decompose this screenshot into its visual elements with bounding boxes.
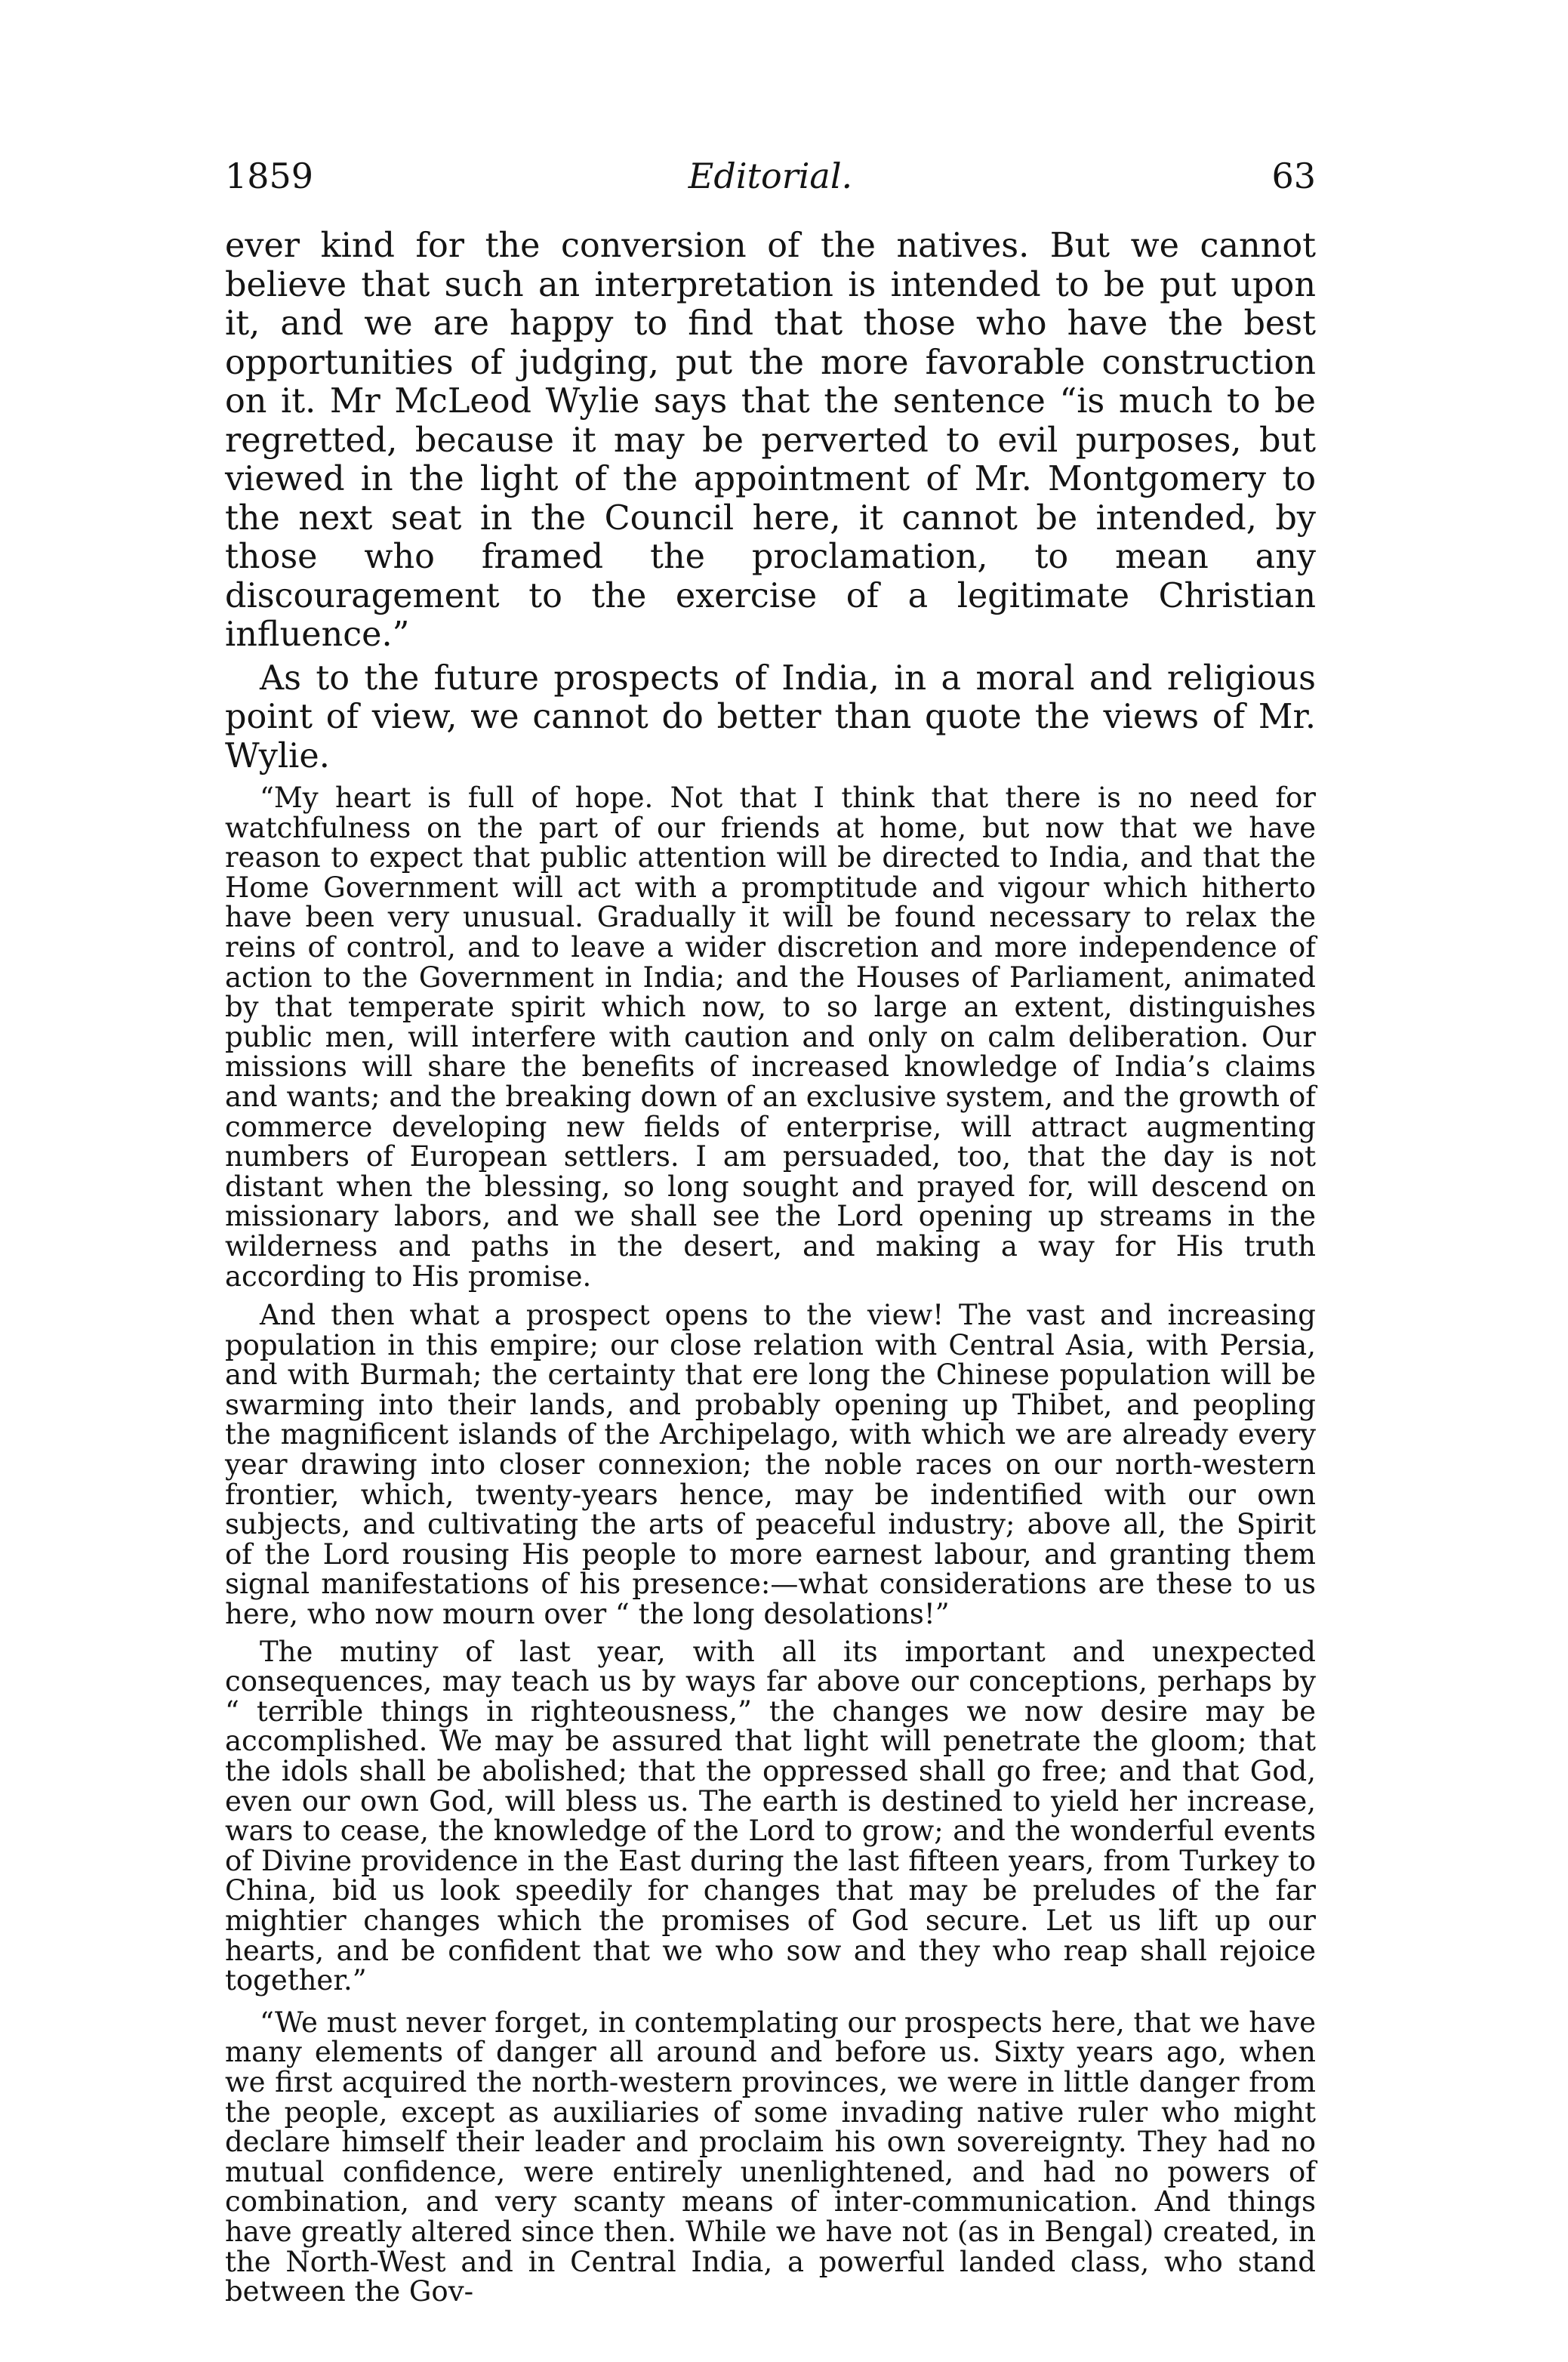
- quote-paragraph-danger: “We must never forget, in contemplating our prospects here, that we have many elements of danger all around and before us. Sixty years ago, when we first acquired the north-western provinces, we were in little danger from the people, except as auxiliaries of some invading native ruler who might declare himself their leader and proclaim his own sovereignty. They had no mutual confidence, were entirely unenlightened, and had no powers of combination, and very scanty means of inter-communication. And things have greatly altered since then. While we have not (as in Bengal) created, in the North-West and in Central India, a powerful landed class, who stand between the Gov-: [225, 2006, 1316, 2308]
- page-number: 63: [1271, 156, 1316, 196]
- quote-paragraph-hope: “My heart is full of hope. Not that I think that there is no need for watchfulness on the part of our friends at home, but now that we have reason to expect that public attention will be directed to India, and that the Home Government will act with a promptitude and vigour which hitherto have been very unusual. Gradually it will be found necessary to relax the reins of control, and to leave a wider discretion and more independence of action to the Government in India; and the Houses of Parliament, animated by that temperate spirit which now, to so large an extent, distinguishes public men, will interfere with caution and only on calm deliberation. Our missions will share the benefits of increased knowledge of India’s claims and wants; and the breaking down of an exclusive system, and the growth of commerce developing new fields of enterprise, will attract augmenting numbers of European settlers. I am persuaded, too, that the day is not distant when the blessing, so long sought and prayed for, will descend on missionary labors, and we shall see the Lord opening up streams in the wilderness and paths in the desert, and making a way for His truth according to His promise.: [225, 782, 1316, 1293]
- paragraph-prospects: As to the future prospects of India, in a moral and religious point of view, we cannot do better than quote the views of Mr. Wylie.: [225, 658, 1316, 776]
- paragraph-continued: ever kind for the conversion of the natives. But we cannot believe that such an interpretation is intended to be put upon it, and we are happy to find that those who have the best opportunities of judging, put the more favorable construction on it. Mr McLeod Wylie says that the sentence “is much to be regretted, because it may be perverted to evil purposes, but viewed in the light of the appointment of Mr. Montgomery to the next seat in the Council here, it cannot be intended, by those who framed the proclamation, to mean any discouragement to the exercise of a legitimate Christian influence.”: [225, 227, 1316, 654]
- quote-paragraph-prospect: And then what a prospect opens to the view! The vast and increasing population in this empire; our close relation with Central Asia, with Persia, and with Burmah; the certainty that ere long the Chinese population will be swarming into their lands, and probably opening up Thibet, and peopling the magnificent islands of the Archipelago, with which we are already every year drawing into closer connexion; the noble races on our north-western frontier, which, twenty-years hence, may be indentified with our own subjects, and cultivating the arts of peaceful industry; above all, the Spirit of the Lord rousing His people to more earnest labour, and granting them signal manifestations of his presence:—what considerations are these to us here, who now mourn over “ the long desolations!”: [225, 1299, 1316, 1631]
- running-header: [225, 150, 1316, 202]
- header-title: Editorial.: [688, 156, 853, 196]
- article-body: [225, 227, 1316, 2307]
- quote-paragraph-mutiny: The mutiny of last year, with all its important and unexpected consequences, may teach us by ways far above our conceptions, perhaps by “ terrible things in righteousness,” the changes we now desire may be accomplished. We may be assured that light will penetrate the gloom; that the idols shall be abolished; that the oppressed shall go free; and that God, even our own God, will bless us. The earth is destined to yield her increase, wars to cease, the knowledge of the Lord to grow; and the wonderful events of Divine providence in the East during the last fifteen years, from Turkey to China, bid us look speedily for changes that may be preludes of the far mightier changes which the promises of God secure. Let us lift up our hearts, and be confident that we who sow and they who reap shall rejoice together.”: [225, 1635, 1316, 1997]
- header-year: 1859: [225, 156, 314, 196]
